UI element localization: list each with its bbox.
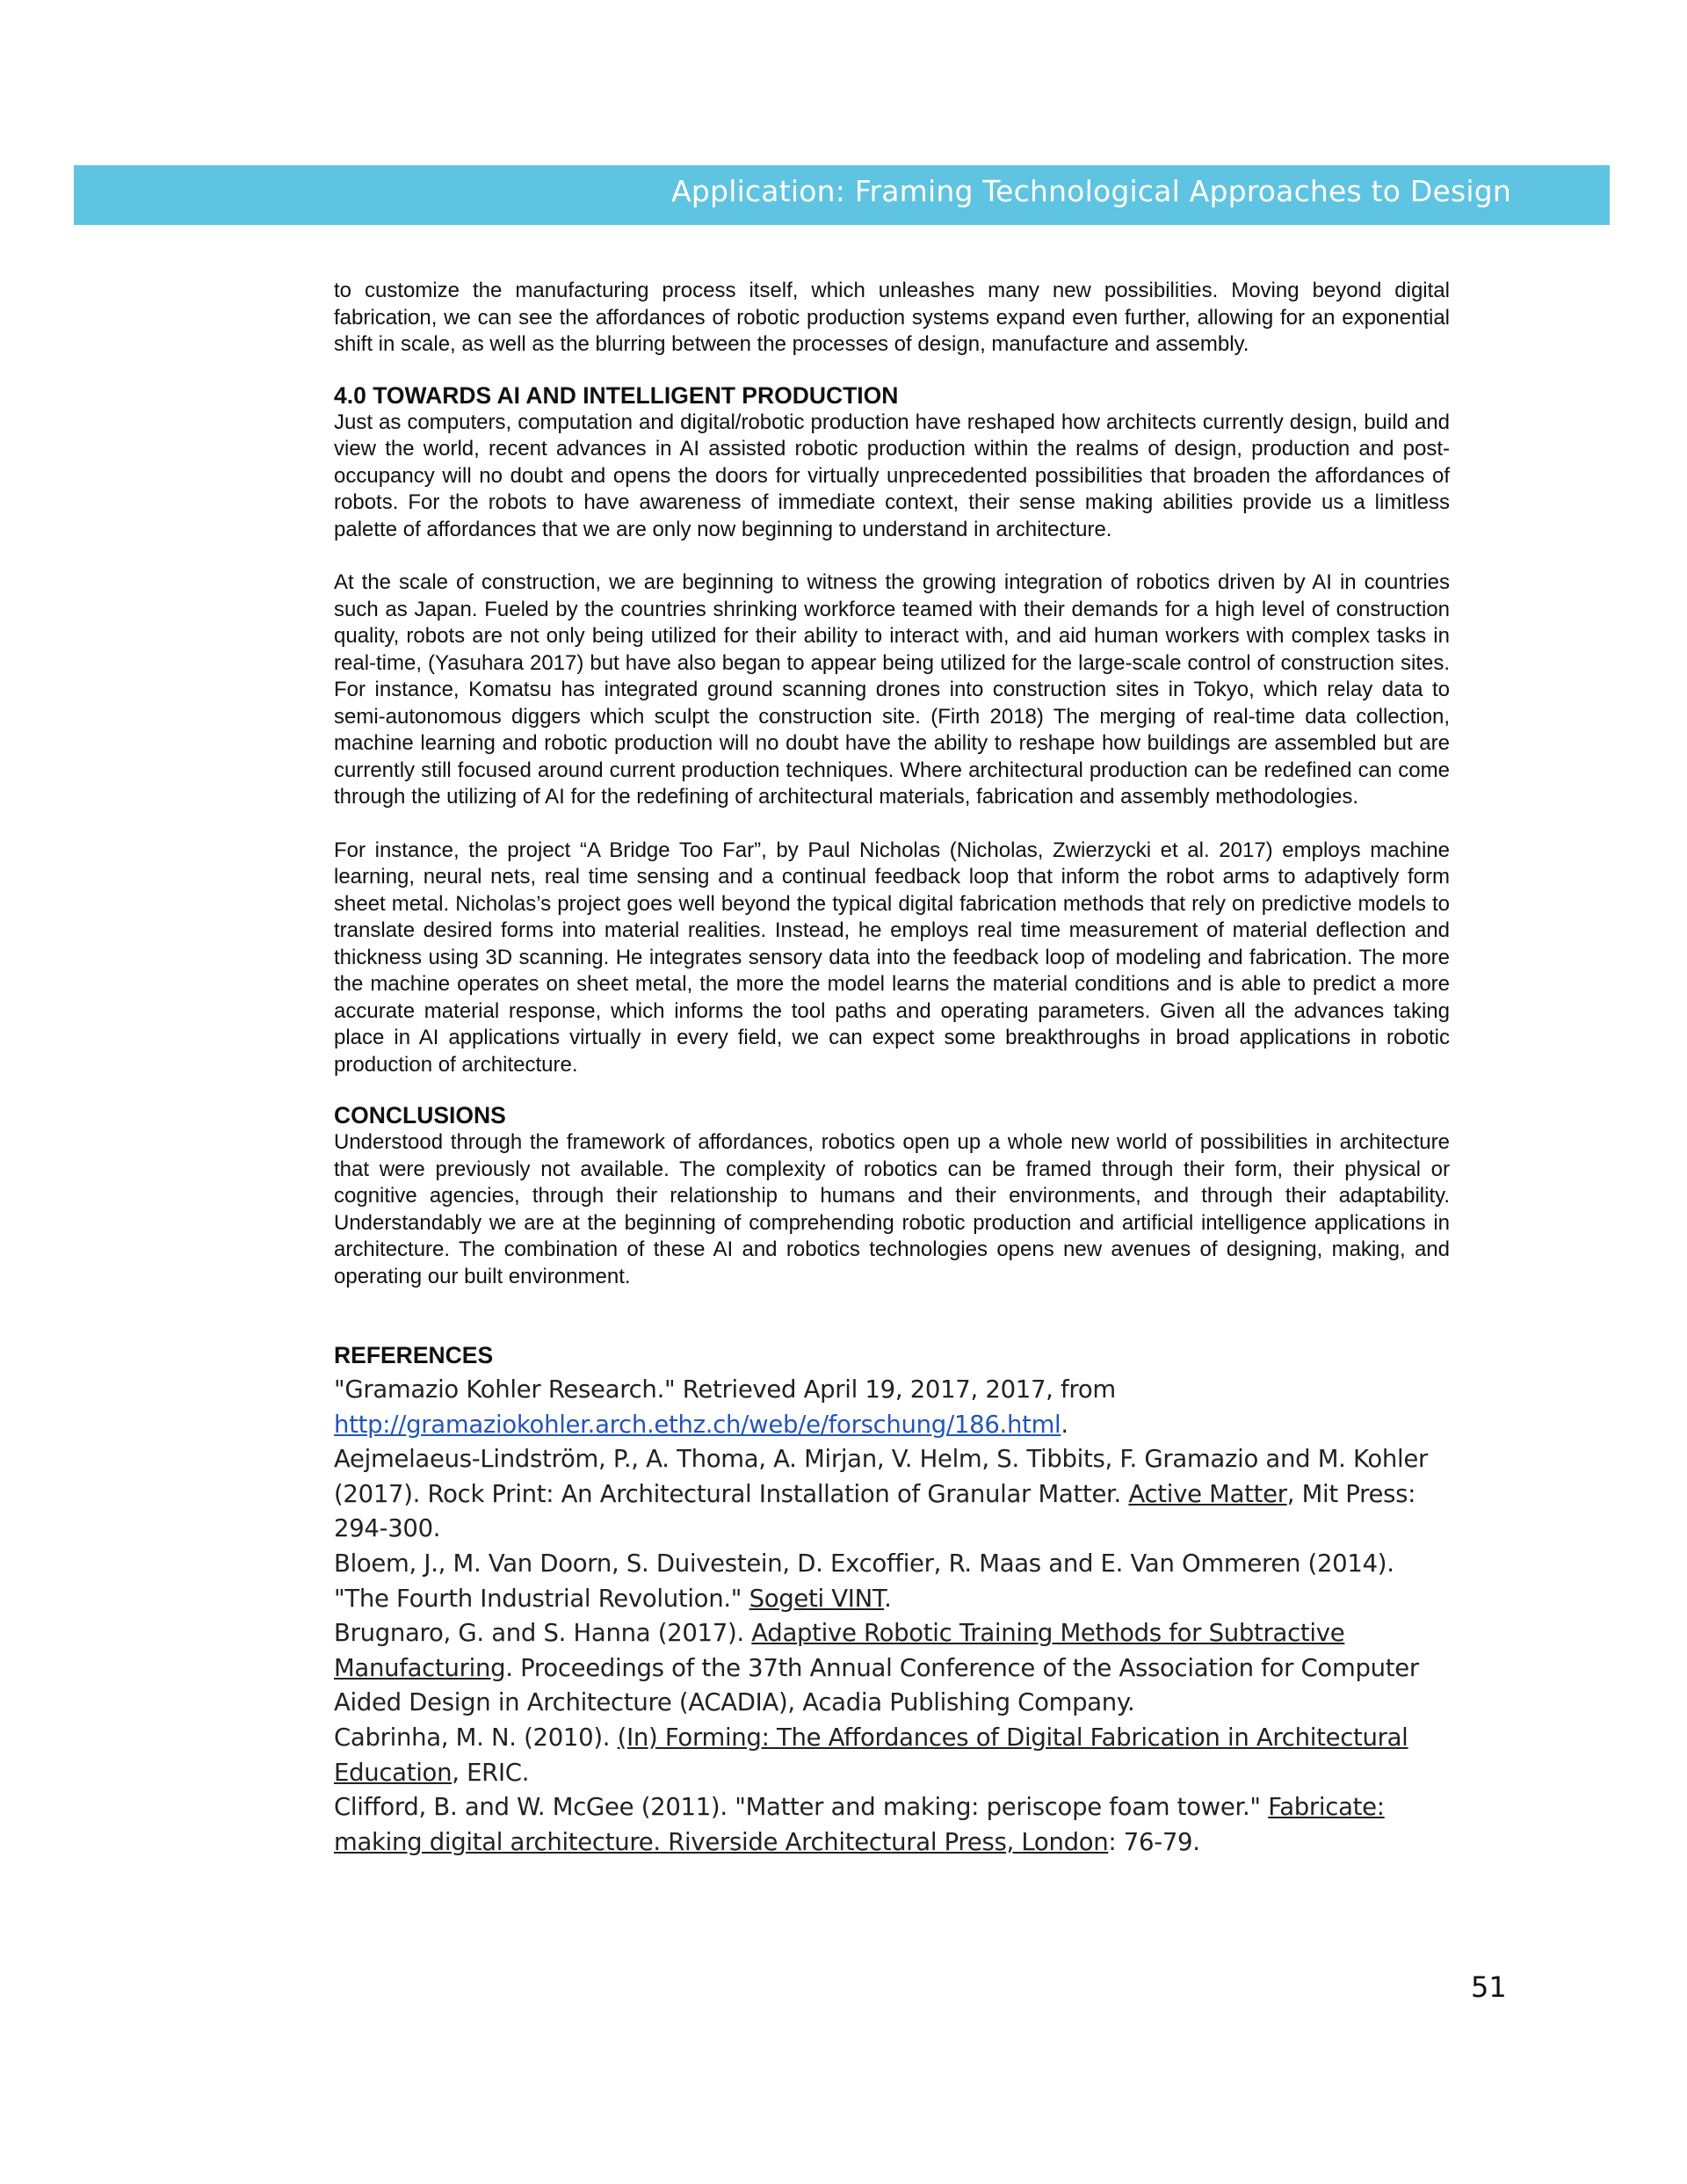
reference-item: [334, 1373, 1450, 1442]
page-number: 51: [1471, 1970, 1507, 2004]
reference-item: [334, 1442, 1450, 1547]
ai-paragraph-1: Just as computers, computation and digital/robotic production have reshaped how architects currently design, build and view the world, recent advances in AI assisted robotic production within the realms of design, production and post-occupancy will no doubt and opens the doors for virtually unprecedented possibilities that broaden the affordances of robots. For the robots to have awareness of immediate context, their sense making abilities provide us a limitless palette of affordances that we are only now beginning to understand in architecture.: [334, 410, 1450, 541]
reference-text: . Proceedings of the 37th Annual Conference of the Association for Computer Aided Design in Architecture (ACADIA), Acadia Publishing Company.: [334, 1653, 1419, 1717]
reference-source-title: (In) Forming: The Affordances of Digital Fabrication in Architectural Education: [334, 1723, 1408, 1787]
reference-link[interactable]: http://gramaziokohler.arch.ethz.ch/web/e/forschung/186.html: [334, 1410, 1061, 1439]
reference-text: Bloem, J., M. Van Doorn, S. Duivestein, D. Excoffier, R. Maas and E. Van Ommeren (2014). "The Fourth Industrial Revolution.": [334, 1549, 1394, 1613]
reference-item: [334, 1721, 1450, 1790]
reference-item: [334, 1790, 1450, 1860]
conclusions-paragraph: Understood through the framework of affordances, robotics open up a whole new world of possibilities in architecture that were previously not available. The complexity of robotics can be framed through their form, their physical or cognitive agencies, through their relationship to humans and their environments, and through their adaptability. Understandably we are at the beginning of comprehending robotic production and artificial intelligence applications in architecture. The combination of these AI and robotics technologies opens new avenues of designing, making, and operating our built environment.: [334, 1130, 1450, 1288]
reference-source-title: Sogeti VINT: [749, 1584, 885, 1613]
section-heading-conclusions: CONCLUSIONS: [334, 1102, 506, 1128]
intro-paragraph: to customize the manufacturing process itself, which unleashes many new possibilities. Moving beyond digital fabrication, we can see the affordances of robotic production systems expand even further, allowing for an exponential shift in scale, as well as the blurring between the processes of design, manufacture and assembly.: [334, 279, 1450, 356]
reference-source-title: Fabricate: making digital architecture. Riverside Architectural Press, London: [334, 1793, 1385, 1856]
references-list: [334, 1373, 1450, 1860]
reference-text: Brugnaro, G. and S. Hanna (2017).: [334, 1619, 752, 1648]
reference-text: Clifford, B. and W. McGee (2011). "Matter and making: periscope foam tower.": [334, 1793, 1269, 1822]
reference-text: Aejmelaeus-Lindström, P., A. Thoma, A. Mirjan, V. Helm, S. Tibbits, F. Gramazio and M. Kohler (2017). Rock Print: An Architectural Installation of Granular Matter.: [334, 1445, 1428, 1508]
section-heading-references: REFERENCES: [334, 1342, 494, 1368]
ai-paragraph-3: For instance, the project “A Bridge Too Far”, by Paul Nicholas (Nicholas, Zwierzycki et al. 2017) employs machine learning, neural nets, real time sensing and a continual feedback loop that inform the robot arms to adaptively form sheet metal. Nicholas’s project goes well beyond the typical digital fabrication methods that rely on predictive models to translate desired forms into material realities. Instead, he employs real time measurement of material deflection and thickness using 3D scanning. He integrates sensory data into the feedback loop of modeling and fabrication. The more the machine operates on sheet metal, the more the model learns the material conditions and is able to predict a more accurate material response, which informs the tool paths and operating parameters. Given all the advances taking place in AI applications virtually in every field, we can expect some breakthroughs in broad applications in robotic production of architecture.: [334, 838, 1450, 1077]
page-content: [334, 278, 1450, 1860]
reference-text: .: [884, 1584, 892, 1613]
reference-item: [334, 1616, 1450, 1721]
reference-text: , ERIC.: [452, 1758, 530, 1787]
reference-text: , Mit Press: 294-300.: [334, 1479, 1416, 1543]
reference-source-title: Active Matter: [1128, 1479, 1287, 1508]
reference-text: Cabrinha, M. N. (2010).: [334, 1723, 618, 1752]
header-band: [74, 165, 1610, 225]
reference-item: [334, 1547, 1450, 1616]
reference-text: : 76-79.: [1108, 1827, 1200, 1856]
reference-text: .: [1061, 1410, 1068, 1439]
reference-source-title: Adaptive Robotic Training Methods for Subtractive Manufacturing: [334, 1619, 1345, 1682]
reference-text: "Gramazio Kohler Research." Retrieved April 19, 2017, 2017, from: [334, 1375, 1116, 1404]
ai-paragraph-2: At the scale of construction, we are beginning to witness the growing integration of robotics driven by AI in countries such as Japan. Fueled by the countries shrinking workforce teamed with their demands for a high level of construction quality, robots are not only being utilized for their ability to interact with, and aid human workers with complex tasks in real-time, (Yasuhara 2017) but have also began to appear being utilized for the large-scale control of construction sites. For instance, Komatsu has integrated ground scanning drones into construction sites in Tokyo, which relay data to semi-autonomous diggers which sculpt the construction site. (Firth 2018) The merging of real-time data collection, machine learning and robotic production will no doubt have the ability to reshape how buildings are assembled but are currently still focused around current production techniques. Where architectural production can be redefined can come through the utilizing of AI for the redefining of architectural materials, fabrication and assembly methodologies.: [334, 570, 1450, 809]
section-heading-ai: 4.0 TOWARDS AI AND INTELLIGENT PRODUCTION: [334, 381, 899, 409]
running-header-title: Application: Framing Technological Approaches to Design: [671, 174, 1511, 208]
